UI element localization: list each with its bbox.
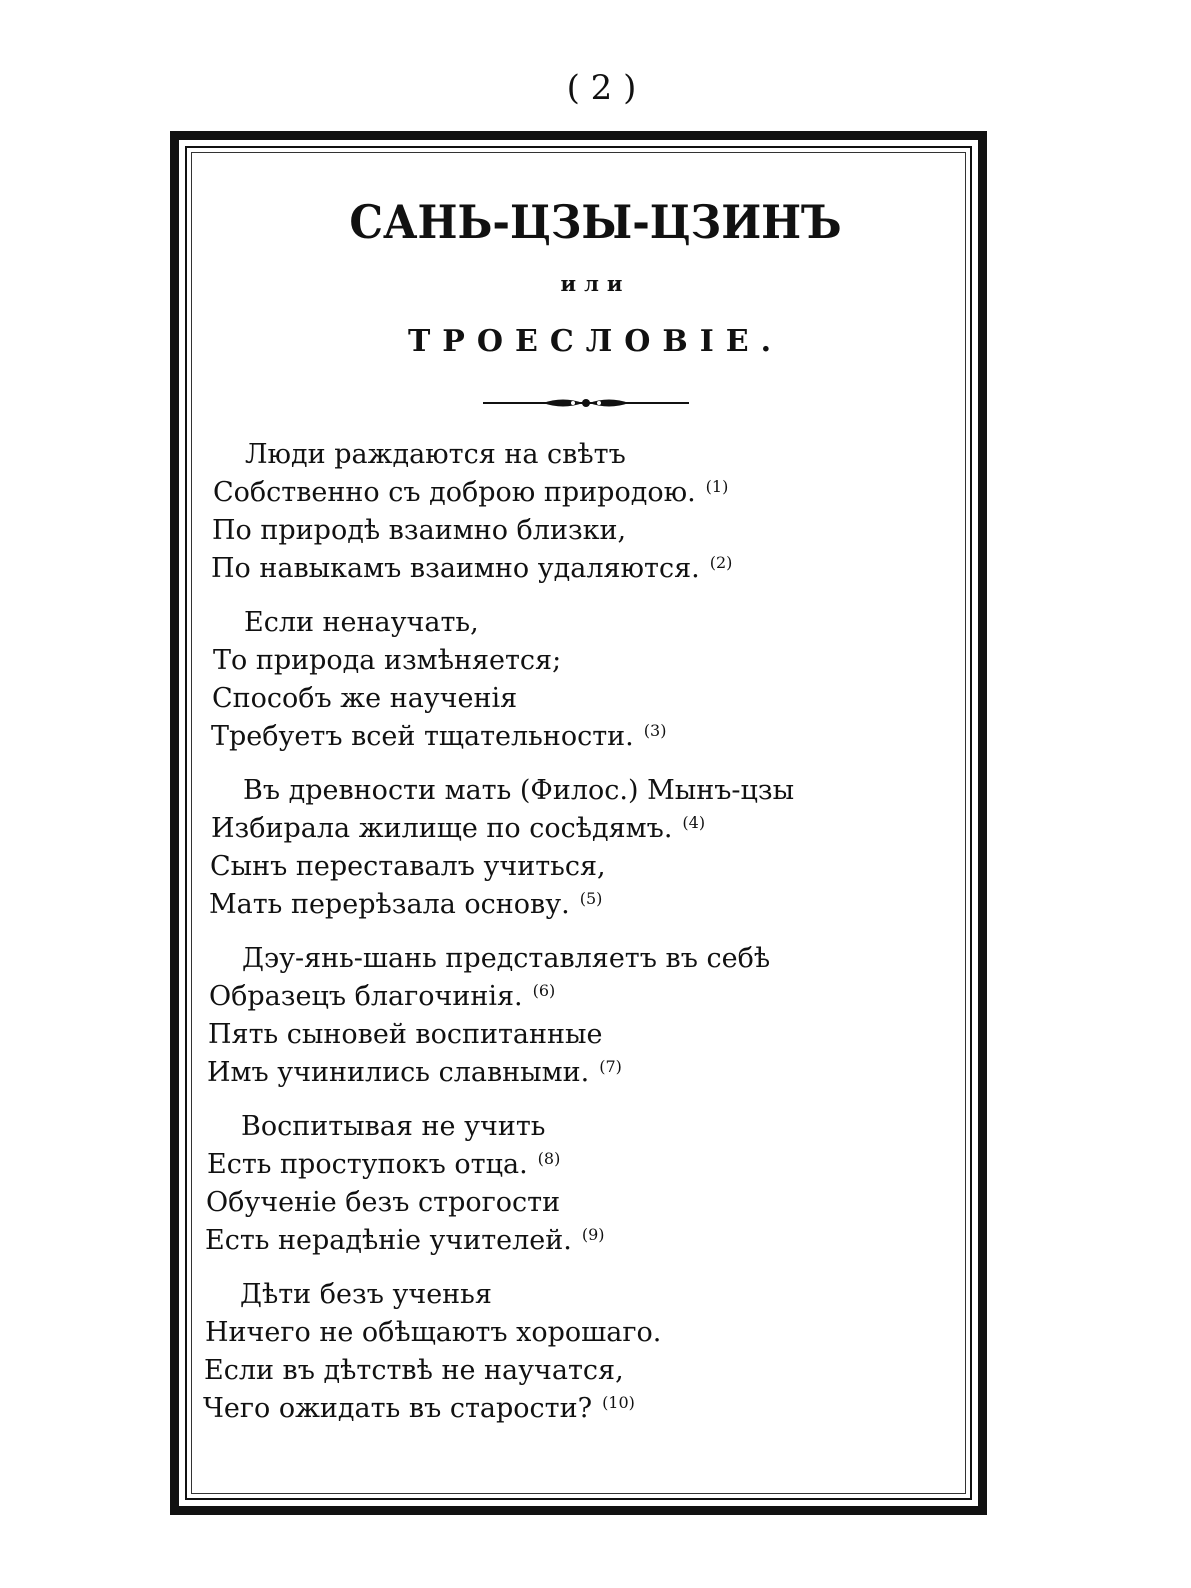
verse-line-text: Если ненаучать, [244,607,479,638]
verse-line-text: Обученіе безъ строгости [206,1187,561,1218]
document-subtitle: ТРОЕСЛОВІЕ. [407,324,784,359]
verse-line-text: Дѣти безъ ученья [240,1279,492,1310]
verse-line-text: То природа измѣняется; [213,645,562,676]
verse-line [240,1280,492,1310]
verse-line [212,516,626,546]
verse-line [205,1226,605,1259]
verse-line [207,1150,560,1183]
verse-line-text: Пять сыновей воспитанные [208,1019,603,1050]
verse-line [244,608,479,638]
verse-line-text: Собственно съ доброю природою. [213,477,696,508]
verse-line-text: Избирала жилище по сосѣдямъ. [211,813,673,844]
footnote-marker: (2) [709,553,733,572]
verse-line-text: Воспитывая не учить [241,1111,546,1142]
verse-line-text: Если въ дѣтствѣ не научатся, [204,1355,624,1386]
footnote-marker: (3) [643,721,667,740]
verse-line [211,814,705,847]
footnote-marker: (8) [537,1149,561,1168]
verse-line [208,1020,602,1050]
verse-line [211,722,666,755]
verse-line-text: Въ древности мать (Филос.) Мынъ-цзы [243,775,795,806]
verse-line-text: Есть нерадѣніе учителей. [205,1225,572,1256]
verse-line-text: Способъ же наученія [212,683,518,714]
footnote-marker: (4) [682,813,706,832]
verse-line-text: По навыкамъ взаимно удаляются. [211,553,700,584]
verse-line-text: Люди раждаются на свѣтъ [245,439,626,470]
page-number [0,68,1191,108]
verse-line [209,982,555,1015]
verse-line [209,890,602,923]
verse-line-text: Требуетъ всей тщательности. [211,721,634,752]
footnote-marker: (6) [532,981,556,1000]
verse-line-text: Ничего не обѣщаютъ хорошаго. [205,1317,662,1348]
title-conjunction: или [560,271,631,296]
verse-line [213,646,561,676]
verse-line-text: Имъ учинились славными. [207,1057,590,1088]
verse-line [203,1394,635,1427]
verse-line [210,852,606,882]
footnote-marker: (5) [579,889,603,908]
page-number-text: ( 2 ) [566,68,637,108]
footnote-marker: (1) [705,477,729,496]
document-title: САНЬ-ЦЗЫ-ЦЗИНЪ [349,195,842,249]
verse-line-text: Мать перерѣзала основу. [209,889,570,920]
verse-line [245,440,626,470]
footnote-marker: (7) [599,1057,622,1076]
footnote-marker: (9) [581,1225,605,1244]
verse-line [211,554,732,587]
verse-line [243,776,794,806]
verse-line [204,1356,624,1386]
divider-ornament-icon [483,393,689,413]
verse-line-text: По природѣ взаимно близки, [212,515,627,546]
verse-line-text: Есть проступокъ отца. [207,1149,528,1180]
verse-line [205,1318,661,1348]
verse-line [207,1058,622,1091]
verse-line [241,1112,545,1142]
verse-line-text: Образецъ благочинія. [209,981,523,1012]
footnote-marker: (10) [602,1393,635,1412]
verse-line-text: Сынъ переставалъ учиться, [210,851,606,882]
verse-line-text: Дэу-янь-шань представляетъ въ себѣ [242,943,771,974]
verse-line-text: Чего ожидать въ старости? [203,1393,593,1424]
verse-line [212,684,517,714]
verse-line [206,1188,560,1218]
verse-line [213,478,728,511]
verse-line [242,944,770,974]
